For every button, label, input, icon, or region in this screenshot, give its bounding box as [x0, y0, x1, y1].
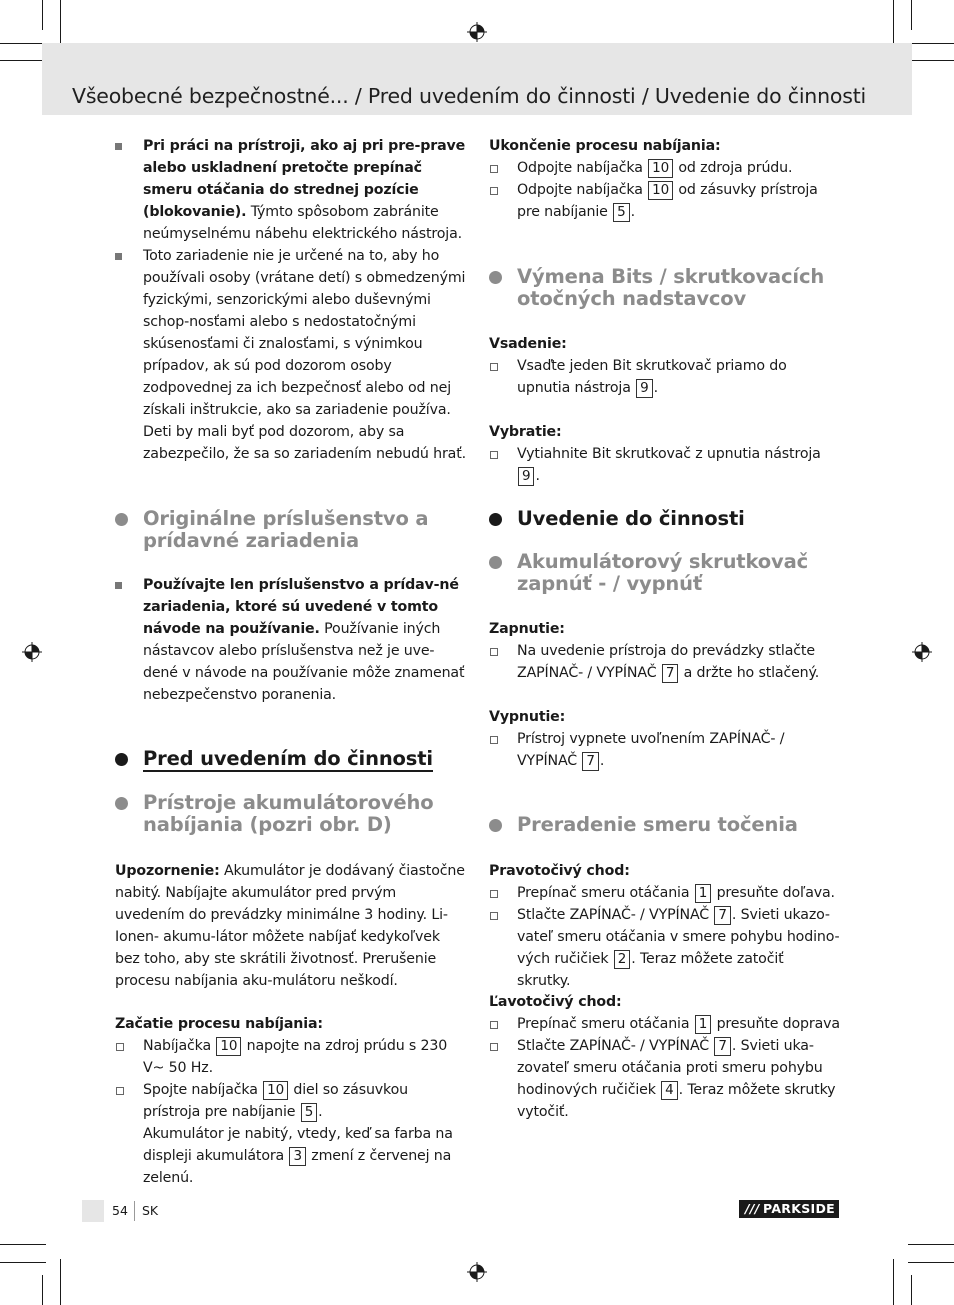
heading-text: Prístroje akumulátorového nabíjania (pozri obr. D): [143, 791, 434, 836]
crop-mark: [911, 0, 912, 30]
step-text: Stlačte ZAPÍNAČ- / VYPÍNAČ: [517, 1038, 714, 1054]
subheading: Vsadenie:: [489, 336, 567, 352]
step-text: .: [535, 468, 540, 484]
crop-mark: [0, 43, 42, 44]
subheading: Vybratie:: [489, 424, 562, 440]
step-text: napojte na zdroj prúdu s 230 V~ 50 Hz.: [143, 1038, 448, 1076]
checkbox-bullet-icon: [490, 890, 498, 898]
crop-mark: [893, 1259, 894, 1305]
part-reference: 10: [648, 181, 673, 200]
crop-mark: [911, 1275, 912, 1305]
part-reference: 10: [263, 1081, 288, 1100]
heading-text: Preradenie smeru točenia: [517, 813, 798, 836]
step-text: od zdroja prúdu.: [674, 160, 793, 176]
section-heading: [115, 748, 467, 770]
subheading: Začatie procesu nabíjania:: [115, 1016, 323, 1032]
clockwise: [489, 860, 841, 992]
accessories-list: [115, 574, 467, 706]
part-reference: 1: [695, 884, 711, 903]
step-text: Na uvedenie prístroja do prevádzky stlačte ZAPÍNAČ- / VYPÍNAČ: [517, 643, 815, 681]
step-text: presuňte doľava.: [712, 885, 835, 901]
crop-mark: [908, 1262, 954, 1263]
square-bullet-icon: [115, 582, 122, 589]
bits-remove: [489, 421, 841, 487]
step-text: .: [599, 753, 605, 769]
step-text: Odpojte nabíjačka: [517, 182, 648, 198]
crop-mark: [60, 1259, 61, 1305]
logo-stripes-icon: ///: [745, 1201, 760, 1216]
heading-bullet-icon: [489, 819, 502, 832]
part-reference: 7: [662, 664, 678, 683]
section-switch: [489, 551, 841, 595]
step-text: . Teraz môžete skrutky vytočiť.: [517, 1082, 836, 1120]
warning-bold-text: Používajte len príslušenstvo a prídav-né zariadenia, ktoré sú uvedené v tomto návode na používanie.: [143, 577, 459, 637]
crop-mark: [60, 0, 61, 46]
list-item: [489, 904, 841, 992]
list-item: [115, 245, 467, 465]
crop-mark: [0, 60, 46, 61]
heading-text: Uvedenie do činnosti: [517, 507, 745, 530]
step-text: presuňte doprava: [712, 1016, 840, 1032]
step-text: Akumulátor je nabitý, vtedy, keď sa farba na displeji akumulátora: [143, 1126, 453, 1164]
checkbox-bullet-icon: [116, 1043, 124, 1051]
subheading: Ukončenie procesu nabíjania:: [489, 138, 721, 154]
checkbox-bullet-icon: [490, 1021, 498, 1029]
heading-bullet-icon: [489, 271, 502, 284]
list-item: [489, 1013, 841, 1035]
step-text: . Teraz môžete zatočiť skrutky.: [517, 951, 784, 989]
crop-mark: [0, 1262, 46, 1263]
checkbox-bullet-icon: [490, 165, 498, 173]
step-text: Prepínač smeru otáčania: [517, 885, 694, 901]
brand-name: PARKSIDE: [763, 1201, 835, 1216]
switch-off: [489, 706, 841, 772]
crop-mark: [893, 0, 894, 46]
step-text: Nabíjačka: [143, 1038, 216, 1054]
checkbox-bullet-icon: [116, 1087, 124, 1095]
note-text: Akumulátor je dodávaný čiastočne nabitý. Nabíjajte akumulátor pred prvým uvedením do prevádzky minimálne 3 hodiny. Li-Ionen- akumu-látor môžete nabíjať kedykoľvek bez toho, aby ste skrátili životnosť. Prerušenie procesu nabíjania aku-mulátoru neškodí.: [115, 863, 465, 989]
charger-note: [115, 860, 467, 992]
section-before-operation: [115, 748, 467, 770]
charging-end: [489, 135, 841, 223]
checkbox-bullet-icon: [490, 363, 498, 371]
part-reference: 2: [614, 950, 630, 969]
heading-text: Originálne príslušenstvo a prídavné zariadenia: [143, 507, 429, 552]
checkbox-bullet-icon: [490, 736, 498, 744]
crop-mark: [0, 1244, 46, 1245]
list-item: [115, 135, 467, 245]
part-reference: 7: [714, 906, 730, 925]
list-item: [115, 1035, 467, 1079]
warning-bold-text: Pri práci na prístroji, ako aj pri pre-prave alebo uskladnení pretočte prepínač smeru otáčania do strednej pozície (blokovanie).: [143, 138, 466, 220]
brand-logo: [739, 1200, 839, 1218]
part-reference: 7: [714, 1037, 730, 1056]
checkbox-bullet-icon: [490, 187, 498, 195]
note-label: Upozornenie:: [115, 863, 220, 879]
subheading: Zapnutie:: [489, 621, 565, 637]
registration-mark-icon: [22, 642, 42, 662]
step-text: diel so zásuvkou prístroja pre nabíjanie: [143, 1082, 408, 1120]
heading-text: Výmena Bits / skrutkovacích otočných nadstavcov: [517, 265, 825, 310]
part-reference: 7: [582, 752, 598, 771]
warning-text: Používanie iných nástavcov alebo príslušenstva než je uve-dené v návode na používanie môže znamenať nebezpečenstvo poranenia.: [143, 621, 465, 703]
step-text: Prepínač smeru otáčania: [517, 1016, 694, 1032]
note-paragraph: [115, 860, 467, 992]
section-charger: [115, 792, 467, 836]
heading-bullet-icon: [115, 753, 128, 766]
list-item: [489, 728, 841, 772]
part-reference: 5: [613, 203, 629, 222]
part-reference: 4: [661, 1081, 677, 1100]
step-text: . Svieti ukazo-vateľ smeru otáčania v smere pohybu hodino-vých ručičiek: [517, 907, 840, 967]
heading-bullet-icon: [115, 513, 128, 526]
list-item: [489, 640, 841, 684]
heading-bullet-icon: [115, 797, 128, 810]
crop-mark: [912, 43, 954, 44]
section-heading: [489, 508, 841, 530]
crop-mark: [908, 60, 954, 61]
section-bits: [489, 266, 841, 310]
subheading: Ľavotočivý chod:: [489, 994, 622, 1010]
list-item: [489, 179, 841, 223]
checkbox-bullet-icon: [490, 451, 498, 459]
subheading: Vypnutie:: [489, 709, 566, 725]
square-bullet-icon: [115, 143, 122, 150]
list-item: [489, 1035, 841, 1123]
registration-mark-icon: [467, 22, 487, 42]
step-text: . Svieti uka-zovateľ smeru otáčania proti smeru pohybu hodinových ručičiek: [517, 1038, 823, 1098]
heading-bullet-icon: [489, 556, 502, 569]
switch-on: [489, 618, 841, 684]
step-text: a držte ho stlačený.: [679, 665, 820, 681]
list-item: [115, 574, 467, 706]
part-reference: 5: [301, 1103, 317, 1122]
crop-mark: [42, 0, 43, 30]
square-bullet-icon: [115, 253, 122, 260]
checkbox-bullet-icon: [490, 648, 498, 656]
part-reference: 10: [216, 1037, 241, 1056]
part-reference: 3: [289, 1147, 305, 1166]
step-text: Vsaďte jeden Bit skrutkovač priamo do upnutia nástroja: [517, 358, 787, 396]
language-code: SK: [142, 1203, 159, 1218]
checkbox-bullet-icon: [490, 1043, 498, 1051]
step-text: .: [653, 380, 658, 396]
step-text: Vytiahnite Bit skrutkovač z upnutia nástroja: [517, 446, 821, 462]
heading-text: Akumulátorový skrutkovač zapnúť - / vypnúť: [517, 550, 808, 595]
section-heading: [489, 814, 841, 836]
step-text: Stlačte ZAPÍNAČ- / VYPÍNAČ: [517, 907, 714, 923]
step-text: Prístroj vypnete uvoľnením ZAPÍNAČ- / VYPÍNAČ: [517, 731, 785, 769]
step-text: .: [318, 1104, 323, 1120]
footer-marker: [82, 1200, 104, 1222]
list-item: [489, 443, 841, 487]
step-text: zmení z červenej na zelenú.: [143, 1148, 452, 1186]
subheading: Pravotočivý chod:: [489, 863, 630, 879]
section-direction: [489, 814, 841, 836]
crop-mark: [908, 1244, 954, 1245]
crop-mark: [42, 1275, 43, 1305]
section-operation: [489, 508, 841, 530]
charging-start: [115, 1013, 467, 1189]
section-heading: [115, 792, 467, 836]
list-item: [489, 355, 841, 399]
section-heading: [489, 551, 841, 595]
footer-divider: [134, 1201, 135, 1221]
part-reference: 10: [648, 159, 673, 178]
registration-mark-icon: [912, 642, 932, 662]
list-item: [489, 882, 841, 904]
section-heading: [489, 266, 841, 310]
page-title: Všeobecné bezpečnostné... / Pred uvedením do činnosti / Uvedenie do činnosti: [72, 84, 867, 108]
step-text: Spojte nabíjačka: [143, 1082, 263, 1098]
heading-text: Pred uvedením do činnosti: [143, 747, 433, 770]
bits-insert: [489, 333, 841, 399]
part-reference: 9: [636, 379, 652, 398]
list-item: [489, 157, 841, 179]
section-heading: [115, 508, 467, 552]
page-number: 54: [112, 1203, 128, 1218]
step-text: od zásuvky prístroja pre nabíjanie: [517, 182, 818, 220]
left-column: [115, 135, 467, 465]
part-reference: 9: [518, 467, 534, 486]
warning-text: Týmto spôsobom zabránite neúmyselnému nábehu elektrického nástroja.: [143, 204, 463, 242]
registration-mark-icon: [467, 1262, 487, 1282]
step-text: .: [630, 204, 635, 220]
checkbox-bullet-icon: [490, 912, 498, 920]
warning-text: Toto zariadenie nie je určené na to, aby ho používali osoby (vrátane detí) s obmedzenými fyzickými, senzorickými alebo duševnými schop-nosťami alebo s nedostatočnými skúsenosťami či znalosťami, s výnimkou prípadov, ak sú pod dozorom osoby zodpovednej za ich bezpečnosť alebo od nej získali inštrukcie, ako sa zariadenie používa. Deti by mali byť pod dozorom, aby sa zabezpečilo, že sa so zariadením nebudú hrať.: [143, 248, 466, 462]
list-item: [115, 1079, 467, 1189]
section-accessories: [115, 508, 467, 552]
step-text: Odpojte nabíjačka: [517, 160, 648, 176]
heading-bullet-icon: [489, 513, 502, 526]
counter-clockwise: [489, 991, 841, 1123]
part-reference: 1: [695, 1015, 711, 1034]
